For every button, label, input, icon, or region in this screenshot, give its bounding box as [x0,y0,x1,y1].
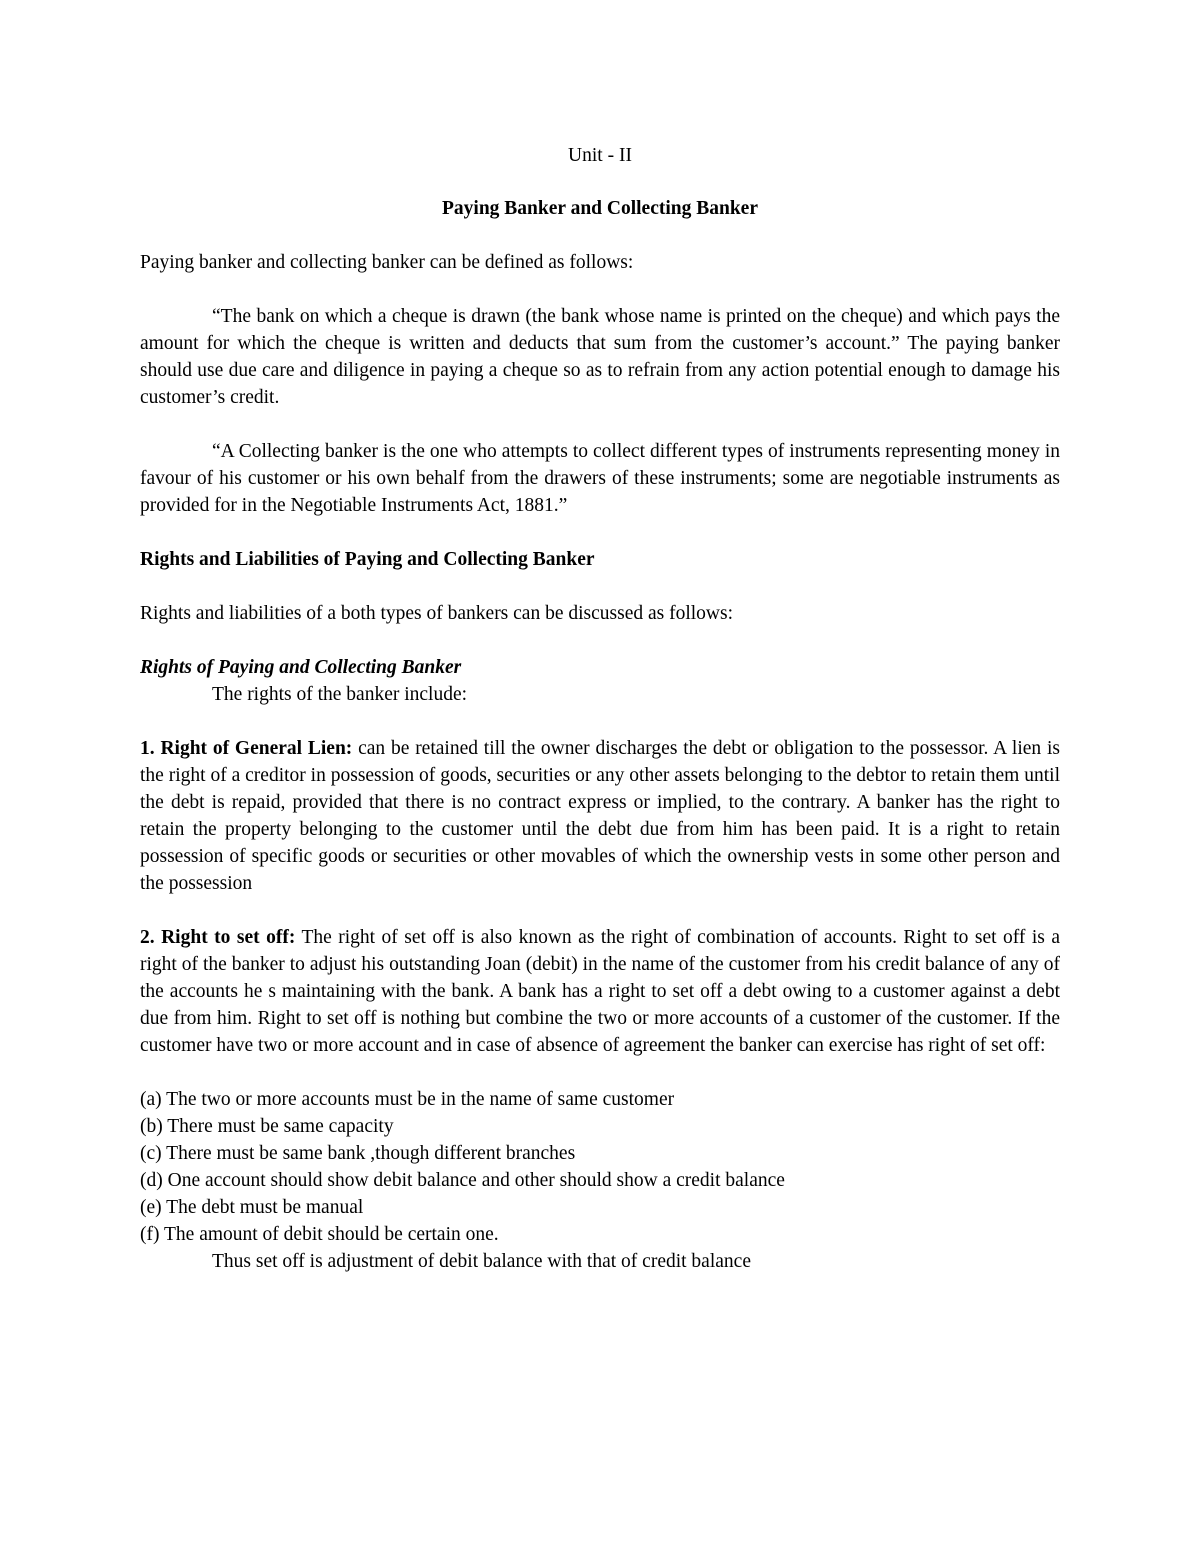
rights-include-line: The rights of the banker include: [212,684,468,705]
intro-paragraph: Paying banker and collecting banker can be defined as follows: [140,252,634,273]
list-item: (b) There must be same capacity [140,1116,394,1137]
unit-label: Unit - II [568,145,632,166]
set-off-label: 2. Right to set off: [140,927,296,948]
list-item: (f) The amount of debit should be certain one. [140,1224,499,1245]
list-item: (d) One account should show debit balance and other should show a credit balance [140,1170,785,1191]
general-lien-text: can be retained till the owner discharges the debt or obligation to the possessor. A lien is the right of a creditor in possession of goods, securities or any other assets belonging to the debtor to retain them until the debt is repaid, provided that there is no contract express or implied, to the contrary. A banker has the right to retain the property belonging to the customer until the debt due from him has been paid. It is a right to retain possession of specific goods or securities or other movables of which the ownership vests in some other person and the possession [140,738,1060,894]
rights-liabilities-intro: Rights and liabilities of a both types of bankers can be discussed as follows: [140,603,734,624]
general-lien-label: 1. Right of General Lien: [140,738,353,759]
list-item: (a) The two or more accounts must be in the name of same customer [140,1089,675,1110]
paying-banker-definition: “The bank on which a cheque is drawn (the bank whose name is printed on the cheque) and which pays the amount for which the cheque is written and deducts that sum from the customer’s account.” The paying banker should use due care and diligence in paying a cheque so as to refrain from any action potential enough to damage his customer’s credit. [140,306,1060,408]
set-off-conclusion: Thus set off is adjustment of debit balance with that of credit balance [212,1251,751,1272]
rights-liabilities-heading: Rights and Liabilities of Paying and Collecting Banker [140,549,595,570]
collecting-banker-definition: “A Collecting banker is the one who attempts to collect different types of instruments representing money in favour of his customer or his own behalf from the drawers of these instruments; some are negotiable instruments as provided for in the Negotiable Instruments Act, 1881.” [140,441,1060,516]
list-item: (e) The debt must be manual [140,1197,364,1218]
set-off-paragraph [140,924,1060,1059]
list-item: (c) There must be same bank ,though different branches [140,1143,576,1164]
set-off-conditions-list [140,1086,1060,1248]
general-lien-paragraph [140,735,1060,897]
document-page [140,142,1060,1275]
rights-subheading: Rights of Paying and Collecting Banker [140,657,462,678]
document-title: Paying Banker and Collecting Banker [441,198,758,219]
set-off-text: The right of set off is also known as the right of combination of accounts. Right to set off is a right of the banker to adjust his outstanding Joan (debit) in the name of the customer from his credit balance of any of the accounts he s maintaining with the bank. A bank has a right to set off a debt owing to a customer against a debt due from him. Right to set off is nothing but combine the two or more accounts of a customer of the customer. If the customer have two or more account and in case of absence of agreement the banker can exercise has right of set off: [140,927,1060,1056]
